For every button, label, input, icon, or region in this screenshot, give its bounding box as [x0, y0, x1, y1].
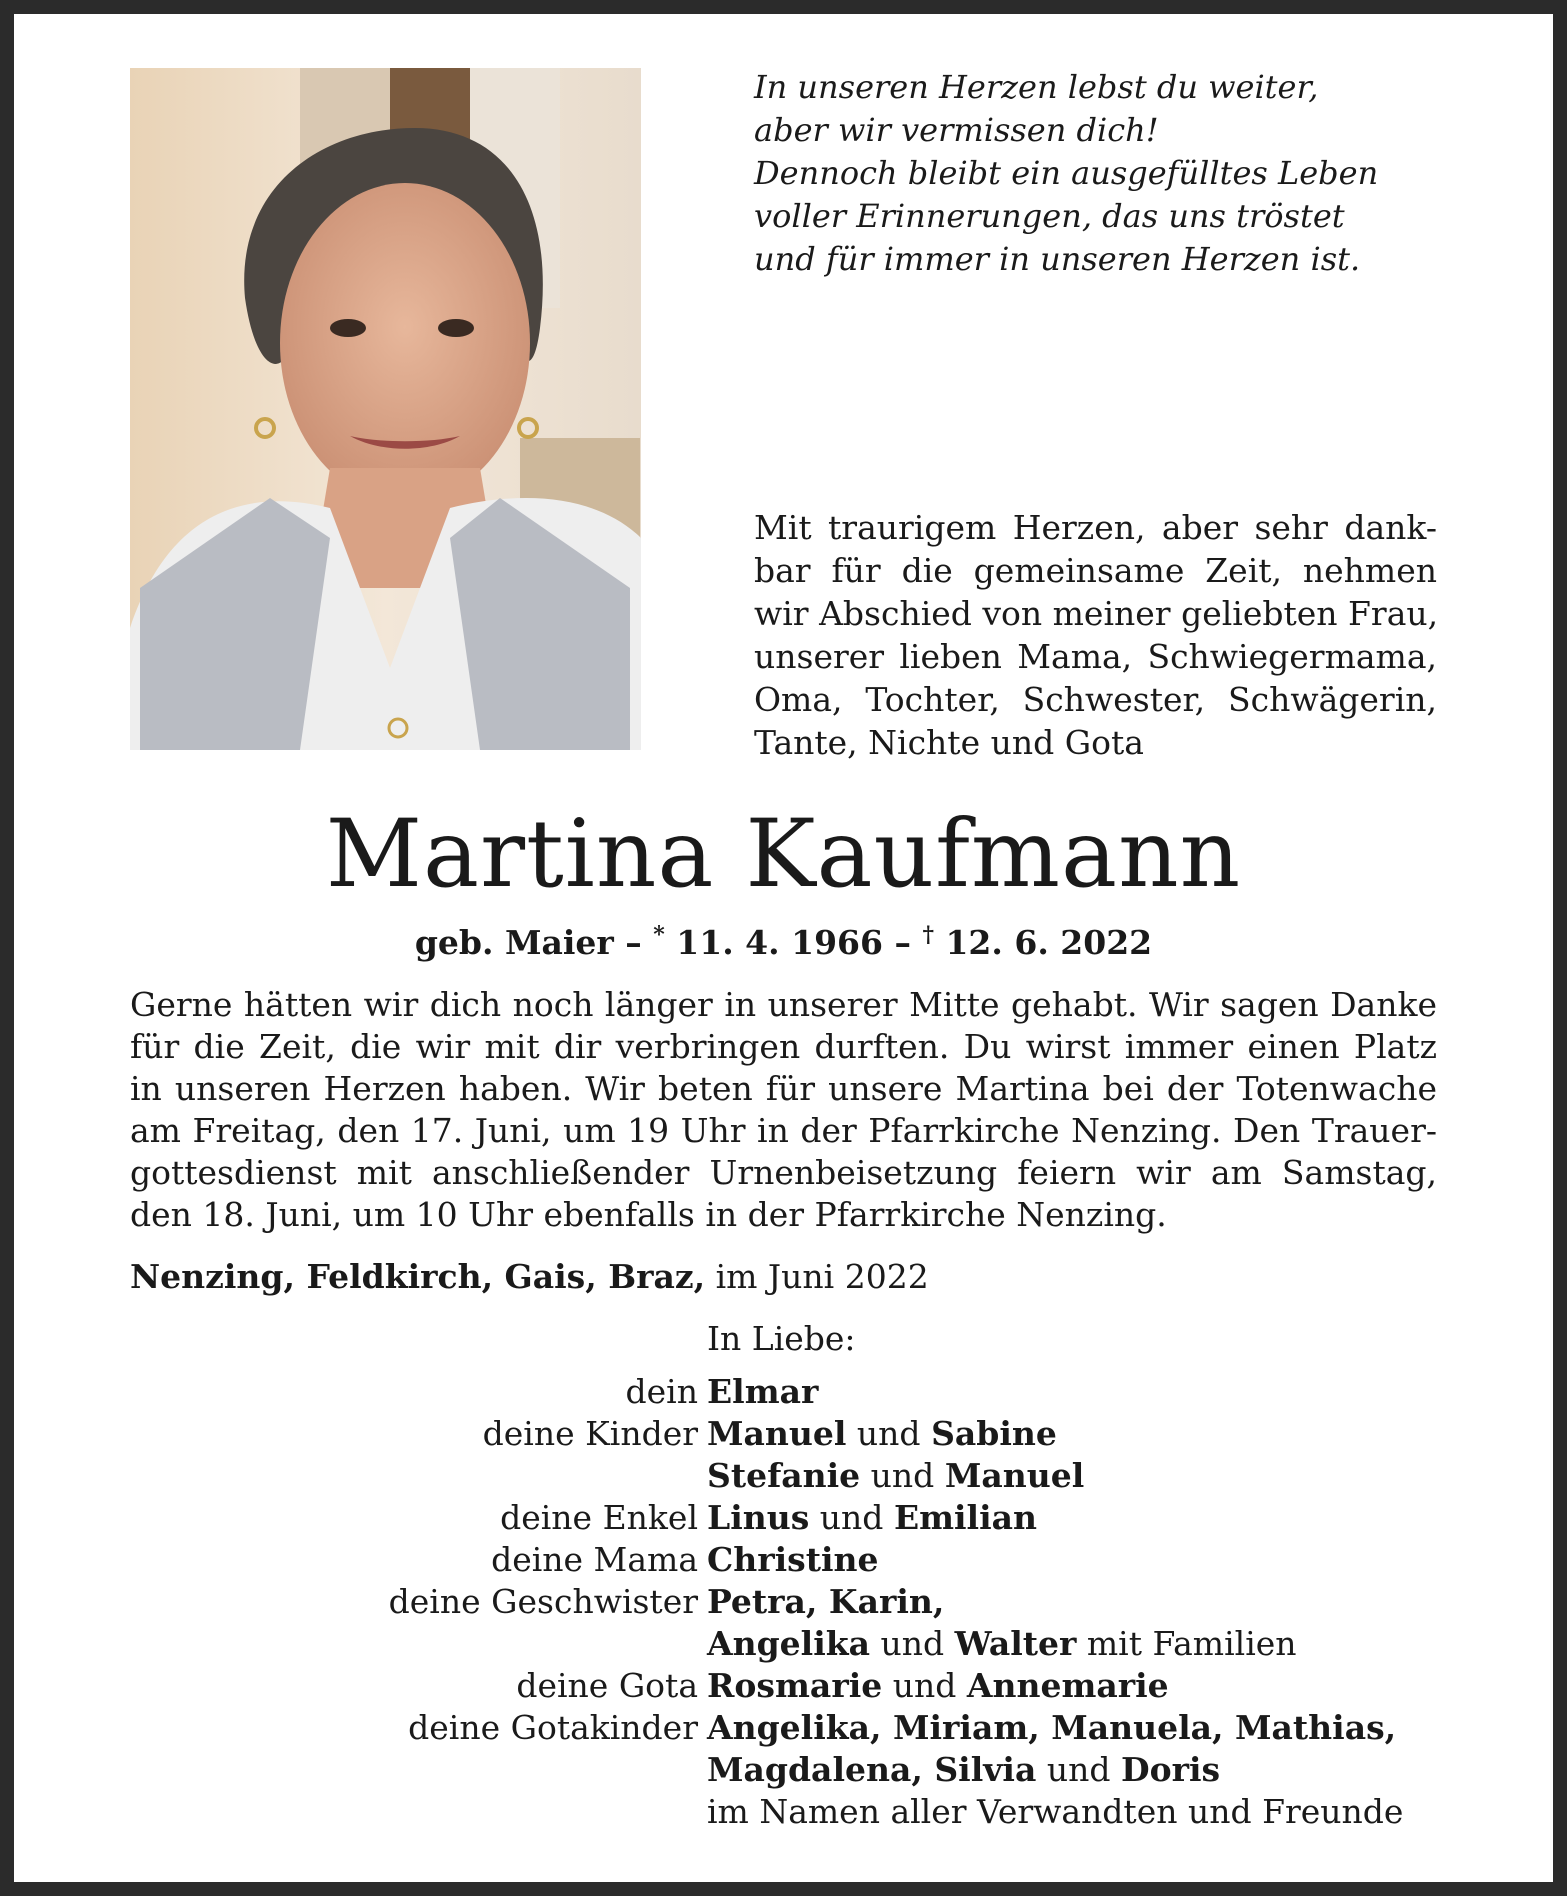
family-names [707, 1624, 1297, 1663]
death-date: 12. 6. 2022 [933, 923, 1153, 962]
poem-line: und für immer in unseren Herzen ist. [754, 240, 1361, 278]
poem-line: aber wir vermissen dich! [754, 111, 1159, 149]
birth-date: 11. 4. 1966 [664, 923, 883, 962]
family-member-name: Angelika, Miriam, Manuela, Mathias, [707, 1708, 1397, 1747]
family-member-name: Emilian [893, 1498, 1037, 1537]
body-line: Gerne hätten wir dich noch länger in unserer Mitte gehabt. Wir sagen Danke [130, 985, 1437, 1024]
family-names [707, 1540, 879, 1579]
intro-line: wir Abschied von meiner geliebten Frau, [754, 594, 1439, 633]
family-row [0, 1750, 1567, 1792]
body-line: am Freitag, den 17. Juni, um 19 Uhr in der Pfarrkirche Nenzing. Den Trauer- [130, 1111, 1437, 1150]
family-member-name: Petra, Karin, [707, 1582, 945, 1621]
portrait-photo [130, 68, 641, 750]
family-member-name: Sabine [931, 1414, 1057, 1453]
family-names [707, 1456, 1084, 1495]
family-names [707, 1372, 818, 1411]
family-member-name: Christine [707, 1540, 879, 1579]
family-names [707, 1582, 944, 1621]
body-text [130, 984, 1437, 1236]
intro-line: unserer lieben Mama, Schwiegermama, [754, 637, 1437, 676]
family-row [0, 1792, 1567, 1834]
poem-line: voller Erinnerungen, das uns tröstet [754, 197, 1345, 235]
relation-label: deine Enkel [500, 1498, 698, 1537]
family-names [707, 1792, 1403, 1831]
relation-label: deine Geschwister [388, 1582, 698, 1621]
connector-text: im Namen aller Verwandten und Freunde [707, 1792, 1404, 1831]
date: im Juni 2022 [705, 1257, 929, 1296]
connector-text: und [1036, 1750, 1121, 1789]
separator: – [882, 923, 923, 962]
family-member-name: Magdalena, Silvia [707, 1750, 1037, 1789]
intro-line: Mit traurigem Herzen, aber sehr dank- [754, 508, 1437, 547]
place-date-line [130, 1256, 1430, 1298]
places: Nenzing, Feldkirch, Gais, Braz, [130, 1257, 706, 1296]
family-member-name: Stefanie [707, 1456, 861, 1495]
family-list [0, 1372, 1567, 1834]
family-member-name: Angelika [707, 1624, 870, 1663]
family-member-name: Walter [954, 1624, 1077, 1663]
connector-text: und [870, 1624, 955, 1663]
intro-line: Oma, Tochter, Schwester, Schwägerin, [754, 680, 1437, 719]
intro-line: Tante, Nichte und Gota [754, 723, 1144, 762]
body-line: den 18. Juni, um 10 Uhr ebenfalls in der Pfarrkirche Nenzing. [130, 1195, 1167, 1234]
intro-text [754, 506, 1437, 764]
death-symbol: † [922, 922, 934, 948]
connector-text: und [882, 1666, 967, 1705]
separator: – [613, 923, 654, 962]
body-line: für die Zeit, die wir mit dir verbringen durften. Du wirst immer einen Platz [130, 1027, 1437, 1066]
family-row [0, 1582, 1567, 1624]
intro-line: bar für die gemeinsame Zeit, nehmen [754, 551, 1437, 590]
life-dates [0, 921, 1567, 965]
family-names [707, 1498, 1037, 1537]
family-row [0, 1666, 1567, 1708]
in-liebe-heading: In Liebe: [707, 1319, 856, 1358]
family-member-name: Linus [707, 1498, 810, 1537]
poem-line: Dennoch bleibt ein ausgefülltes Leben [754, 154, 1379, 192]
family-row [0, 1624, 1567, 1666]
family-row [0, 1708, 1567, 1750]
relation-label: deine Gota [516, 1666, 698, 1705]
family-names [707, 1666, 1169, 1705]
relation-label: deine Mama [491, 1540, 698, 1579]
connector-text: und [809, 1498, 894, 1537]
family-row [0, 1372, 1567, 1414]
connector-text: und [860, 1456, 945, 1495]
deceased-name: Martina Kaufmann [325, 800, 1242, 909]
family-member-name: Manuel [707, 1414, 847, 1453]
family-member-name: Doris [1120, 1750, 1221, 1789]
relation-label: dein [625, 1372, 698, 1411]
family-member-name: Annemarie [966, 1666, 1169, 1705]
body-line: gottesdienst mit anschließender Urnenbeisetzung feiern wir am Samstag, [130, 1153, 1437, 1192]
portrait-image [130, 68, 641, 750]
family-row [0, 1540, 1567, 1582]
poem [754, 66, 1454, 281]
family-names [707, 1708, 1396, 1747]
family-member-name: Manuel [944, 1456, 1085, 1495]
family-row [0, 1498, 1567, 1540]
relation-label: deine Kinder [482, 1414, 698, 1453]
birth-name: geb. Maier [414, 923, 614, 962]
family-names [707, 1750, 1220, 1789]
birth-symbol: * [653, 922, 665, 948]
family-row [0, 1414, 1567, 1456]
family-member-name: Elmar [707, 1372, 819, 1411]
family-row [0, 1456, 1567, 1498]
connector-text: mit Familien [1076, 1624, 1297, 1663]
family-names [707, 1414, 1057, 1453]
body-line: in unseren Herzen haben. Wir beten für unsere Martina bei der Totenwache [130, 1069, 1437, 1108]
family-member-name: Rosmarie [707, 1666, 883, 1705]
connector-text: und [846, 1414, 932, 1453]
relation-label: deine Gotakinder [408, 1708, 698, 1747]
poem-line: In unseren Herzen lebst du weiter, [754, 68, 1319, 106]
